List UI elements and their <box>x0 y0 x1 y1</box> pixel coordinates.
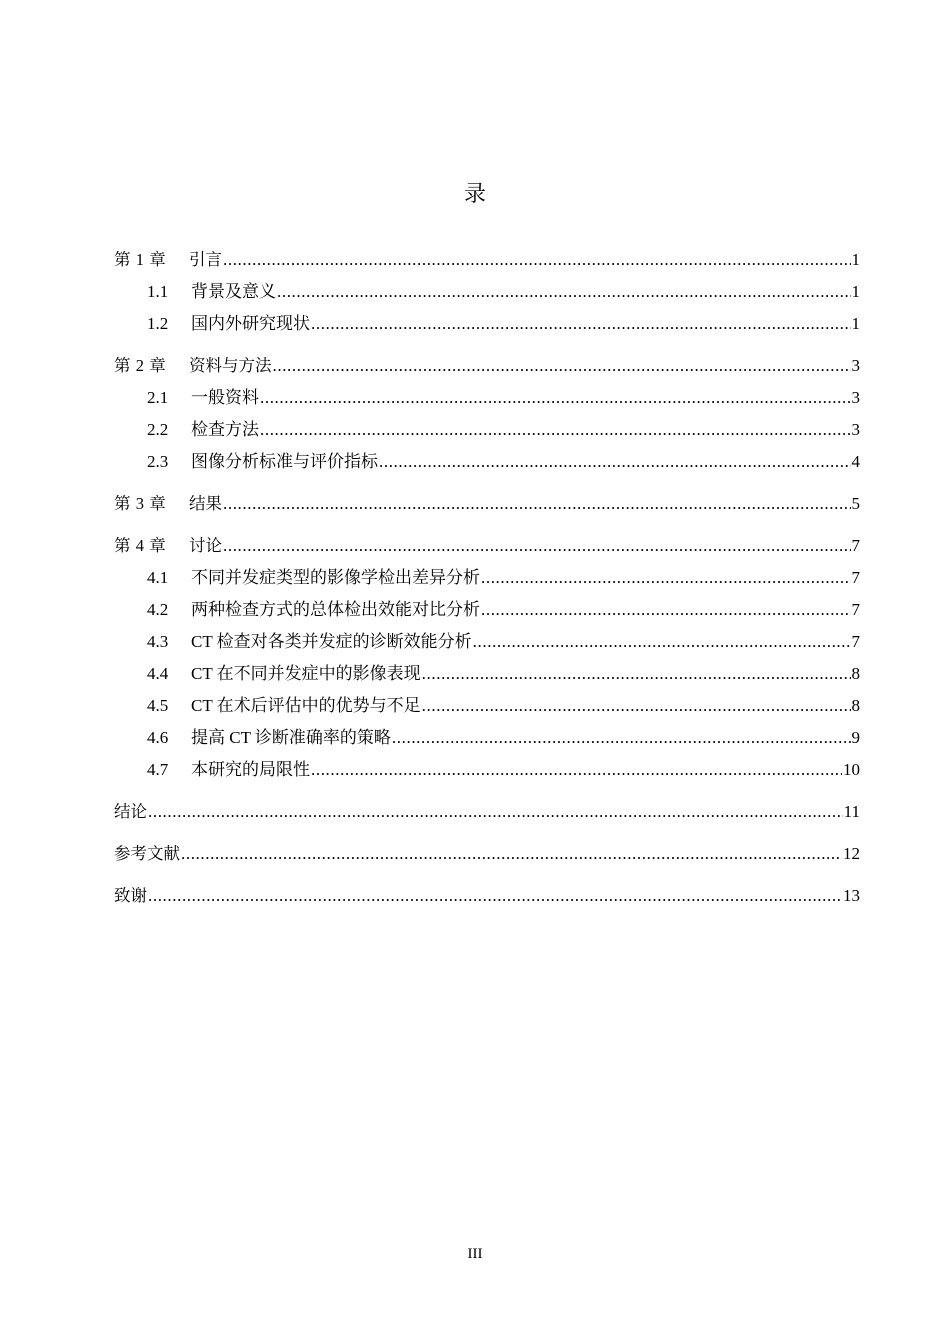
toc-entry-label: CT 在术后评估中的优势与不足 <box>191 696 421 715</box>
page-number: 8 <box>851 664 860 683</box>
page-number: 11 <box>843 802 860 821</box>
toc-entry-section-4-3[interactable] <box>114 626 860 658</box>
page-number: 7 <box>851 632 860 651</box>
dot-leader <box>223 530 851 562</box>
page-number: 13 <box>843 886 860 905</box>
page-number: 3 <box>851 356 860 375</box>
toc-entry-label: 检查方法 <box>191 420 259 439</box>
toc-entry-chapter-1[interactable] <box>114 244 860 276</box>
footer-page-number: III <box>467 1246 483 1262</box>
toc-entry-label: 讨论 <box>189 536 222 555</box>
dot-leader <box>181 838 842 870</box>
toc-title: 录 <box>463 182 486 207</box>
dot-leader <box>311 308 851 340</box>
dot-leader <box>260 414 851 446</box>
page-number: 3 <box>851 420 860 439</box>
page-number: 9 <box>851 728 860 747</box>
page-number: 5 <box>851 494 860 513</box>
section-number: 2.3 <box>147 452 169 471</box>
toc-entry-label: 图像分析标准与评价指标 <box>191 452 378 471</box>
section-number: 4.3 <box>147 632 169 651</box>
dot-leader <box>392 722 851 754</box>
toc-entry-label: 一般资料 <box>191 388 259 407</box>
page-number: 1 <box>851 282 860 301</box>
page-number: 10 <box>843 760 860 779</box>
chapter-number: 第 4 章 <box>114 536 166 555</box>
toc-entry-conclusion[interactable] <box>114 796 860 828</box>
toc-entry-section-2-2[interactable] <box>114 414 860 446</box>
dot-leader <box>473 626 851 658</box>
toc-entry-section-1-1[interactable] <box>114 276 860 308</box>
toc-entry-label: 背景及意义 <box>191 282 276 301</box>
page-number: 7 <box>851 600 860 619</box>
page-number: 8 <box>851 696 860 715</box>
dot-leader <box>273 350 851 382</box>
toc-entry-references[interactable] <box>114 838 860 870</box>
toc-entry-section-4-5[interactable] <box>114 690 860 722</box>
toc-entry-section-4-1[interactable] <box>114 562 860 594</box>
toc-entry-label: 资料与方法 <box>189 356 272 375</box>
toc-entry-label: 结果 <box>189 494 222 513</box>
section-number: 4.2 <box>147 600 169 619</box>
section-number: 2.1 <box>147 388 169 407</box>
toc-entry-label: CT 检查对各类并发症的诊断效能分析 <box>191 632 472 651</box>
dot-leader <box>422 690 851 722</box>
toc-entry-label: 本研究的局限性 <box>191 760 310 779</box>
toc-entry-label: CT 在不同并发症中的影像表现 <box>191 664 421 683</box>
section-number: 2.2 <box>147 420 169 439</box>
dot-leader <box>148 880 842 912</box>
toc-entry-label: 两种检查方式的总体检出效能对比分析 <box>191 600 480 619</box>
dot-leader <box>481 562 851 594</box>
toc-entry-label: 引言 <box>189 250 222 269</box>
page-number: 4 <box>851 452 860 471</box>
section-number: 4.6 <box>147 728 169 747</box>
page-number: 1 <box>851 250 860 269</box>
toc-entry-section-4-2[interactable] <box>114 594 860 626</box>
dot-leader <box>260 382 851 414</box>
toc-entry-section-2-3[interactable] <box>114 446 860 478</box>
section-number: 1.2 <box>147 314 169 333</box>
dot-leader <box>481 594 851 626</box>
toc-entry-section-1-2[interactable] <box>114 308 860 340</box>
section-number: 1.1 <box>147 282 169 301</box>
page-number: 7 <box>851 568 860 587</box>
chapter-number: 第 1 章 <box>114 250 166 269</box>
toc-entry-section-4-4[interactable] <box>114 658 860 690</box>
dot-leader <box>223 244 851 276</box>
toc-entry-section-2-1[interactable] <box>114 382 860 414</box>
chapter-number: 第 2 章 <box>114 356 166 375</box>
toc-entry-chapter-3[interactable] <box>114 488 860 520</box>
section-number: 4.5 <box>147 696 169 715</box>
section-number: 4.1 <box>147 568 169 587</box>
toc-entry-label: 致谢 <box>114 886 147 905</box>
table-of-contents <box>114 244 860 912</box>
page-number: 3 <box>851 388 860 407</box>
dot-leader <box>422 658 851 690</box>
page-number: 7 <box>851 536 860 555</box>
toc-entry-chapter-4[interactable] <box>114 530 860 562</box>
toc-entry-label: 提高 CT 诊断准确率的策略 <box>191 728 391 747</box>
section-number: 4.7 <box>147 760 169 779</box>
page-number: 1 <box>851 314 860 333</box>
section-number: 4.4 <box>147 664 169 683</box>
toc-entry-label: 参考文献 <box>114 844 180 863</box>
toc-entry-label: 不同并发症类型的影像学检出差异分析 <box>191 568 480 587</box>
toc-entry-section-4-7[interactable] <box>114 754 860 786</box>
chapter-number: 第 3 章 <box>114 494 166 513</box>
dot-leader <box>223 488 851 520</box>
toc-entry-chapter-2[interactable] <box>114 350 860 382</box>
dot-leader <box>311 754 842 786</box>
toc-entry-acknowledgements[interactable] <box>114 880 860 912</box>
toc-entry-label: 国内外研究现状 <box>191 314 310 333</box>
dot-leader <box>277 276 851 308</box>
toc-entry-label: 结论 <box>114 802 147 821</box>
page-number: 12 <box>843 844 860 863</box>
dot-leader <box>148 796 843 828</box>
toc-entry-section-4-6[interactable] <box>114 722 860 754</box>
dot-leader <box>379 446 851 478</box>
